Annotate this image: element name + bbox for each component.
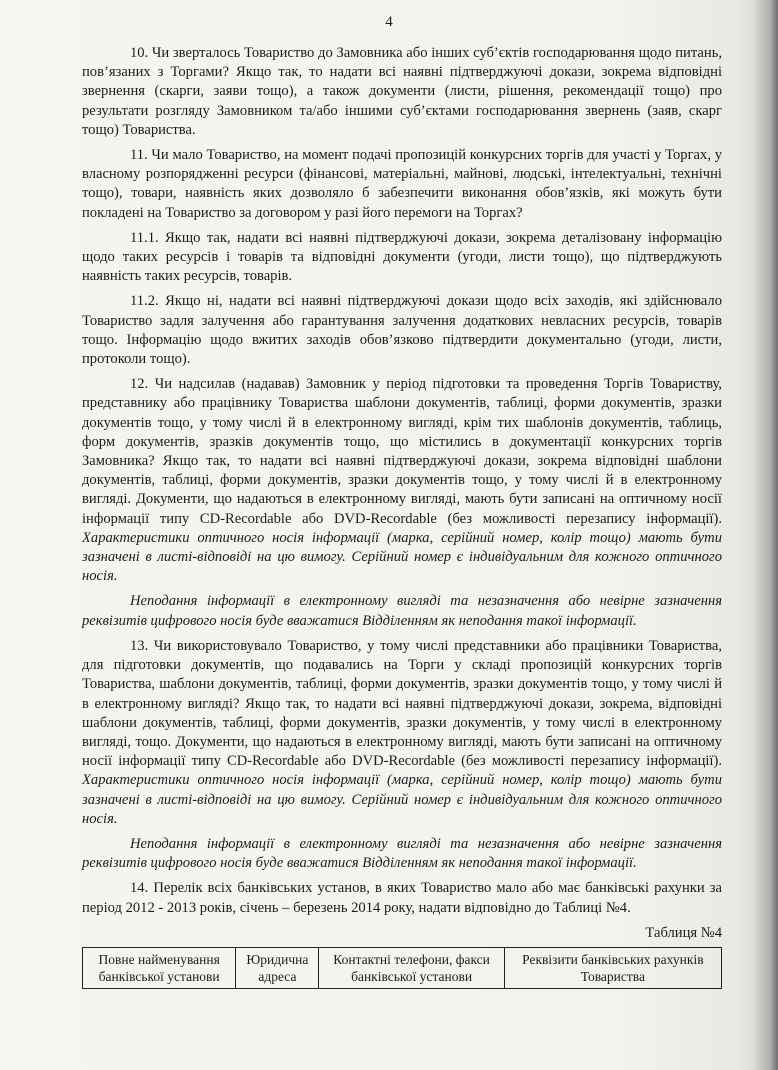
table-header-cell: Контактні телефони, факси банківської установи <box>319 947 504 988</box>
document-body <box>82 44 722 989</box>
paragraph-13 <box>82 637 722 829</box>
paragraph-11-2: 11.2. Якщо ні, надати всі наявні підтверджуючі докази щодо всіх заходів, які здійснювало Товариство задля залучення або гарантування залучення додаткових невласних ресурсів, товарів тощо. Інформацію щодо вжитих заходів обов’язково підтвердити документально (угоди, листи, протоколи тощо). <box>82 293 722 368</box>
page-number: 4 <box>385 14 393 30</box>
paragraph-12 <box>82 375 722 586</box>
page-shadow-edge <box>752 0 778 1070</box>
table-header-cell: Юридична адреса <box>236 947 319 988</box>
note-2: Неподання інформації в електронному вигляді та незазначення або невірне зазначення реквізитів цифрового носія буде вважатися Відділенням як неподання такої інформації. <box>82 835 722 872</box>
bank-table <box>82 947 722 989</box>
paragraph-10: 10. Чи зверталось Товариство до Замовника або інших суб’єктів господарювання щодо питань, пов’язаних з Торгами? Якщо так, то надати всі наявні підтверджуючі докази, зокрема відповідні звернення (скарги, заяви тощо), а також документи (листи, рішення, рекомендації тощо) про результати розгляду Замовником та/або іншими суб’єктами господарювання звернень (заяв, скарг тощо) Товариства. <box>82 45 722 138</box>
paragraph-12-text: 12. Чи надсилав (надавав) Замовник у період підготовки та проведення Торгів Товариству, представнику або працівнику Товариства шаблони документів, таблиці, форми документів, зразки документів тощо, у тому числі й в електронному вигляді, крім тих шаблонів документів, таблиць, форм документів, зразків документів тощо, що містились в документації конкурсних торгів Замовника? Якщо так, то надати всі наявні підтверджуючі докази, зокрема відповідні шаблони документів, таблиці, форми документів, зразки документів тощо, у тому числі й в електронному вигляді. Документи, що надаються в електронному вигляді, мають бути записані на оптичному носії інформації типу CD-Recordable або DVD-Recordable (без можливості перезапису інформації). <box>82 376 722 527</box>
table-header-cell: Реквізити банківських рахунків Товариства <box>504 947 721 988</box>
table-header-row <box>83 947 722 988</box>
paragraph-13-italic: Характеристики оптичного носія інформації (марка, серійний номер, колір тощо) мають бути зазначені в листі-відповіді на цю вимогу. Серійний номер є індивідуальним для кожного оптичного носія. <box>82 772 722 827</box>
paragraph-12-italic: Характеристики оптичного носія інформації (марка, серійний номер, колір тощо) мають бути зазначені в листі-відповіді на цю вимогу. Серійний номер є індивідуальним для кожного оптичного носія. <box>82 529 722 585</box>
table-header-cell: Повне найменування банківської установи <box>83 947 236 988</box>
note-1: Неподання інформації в електронному вигляді та незазначення або невірне зазначення реквізитів цифрового носія буде вважатися Відділенням як неподання такої інформації. <box>82 593 722 629</box>
paragraph-13-text: 13. Чи використовувало Товариство, у тому числі представники або працівники Товариства, для підготовки документів, що подавались на Торги у складі пропозицій конкурсних торгів Товариства, шаблони документів, таблиці, форми документів, зразки документів тощо, у тому числі й в електронному вигляді? Якщо так, то надати всі наявні підтверджуючі докази, зокрема, відповідні шаблони документів, таблиці, форми документів, зразки документів, у тому числі в електронному вигляді, тощо. Документи, що надаються в електронному вигляді, мають бути записані на оптичному носії інформації типу CD-Recordable або DVD-Recordable (без можливості перезапису інформації). <box>82 637 722 770</box>
paragraph-14: 14. Перелік всіх банківських установ, в яких Товариство мало або має банківські рахунки за період 2012 - 2013 років, січень – березень 2014 року, надати відповідно до Таблиці №4. <box>82 880 722 916</box>
paragraph-11: 11. Чи мало Товариство, на момент подачі пропозицій конкурсних торгів для участі у Торгах, у власному розпорядженні ресурси (фінансові, матеріальні, майнові, людські, інтелектуальні, технічні тощо), товари, наявність яких дозволяло б забезпечити виконання обов’язків, які можуть бути покладені на Товариство за договором у разі його перемоги на Торгах? <box>82 147 722 221</box>
table-caption: Таблиця №4 <box>645 924 722 941</box>
paragraph-11-1: 11.1. Якщо так, надати всі наявні підтверджуючі докази, зокрема деталізовану інформацію щодо таких ресурсів і товарів та відповідні документи (угоди, листи тощо), що підтверджують наявність таких ресурсів, товарів. <box>82 229 722 285</box>
